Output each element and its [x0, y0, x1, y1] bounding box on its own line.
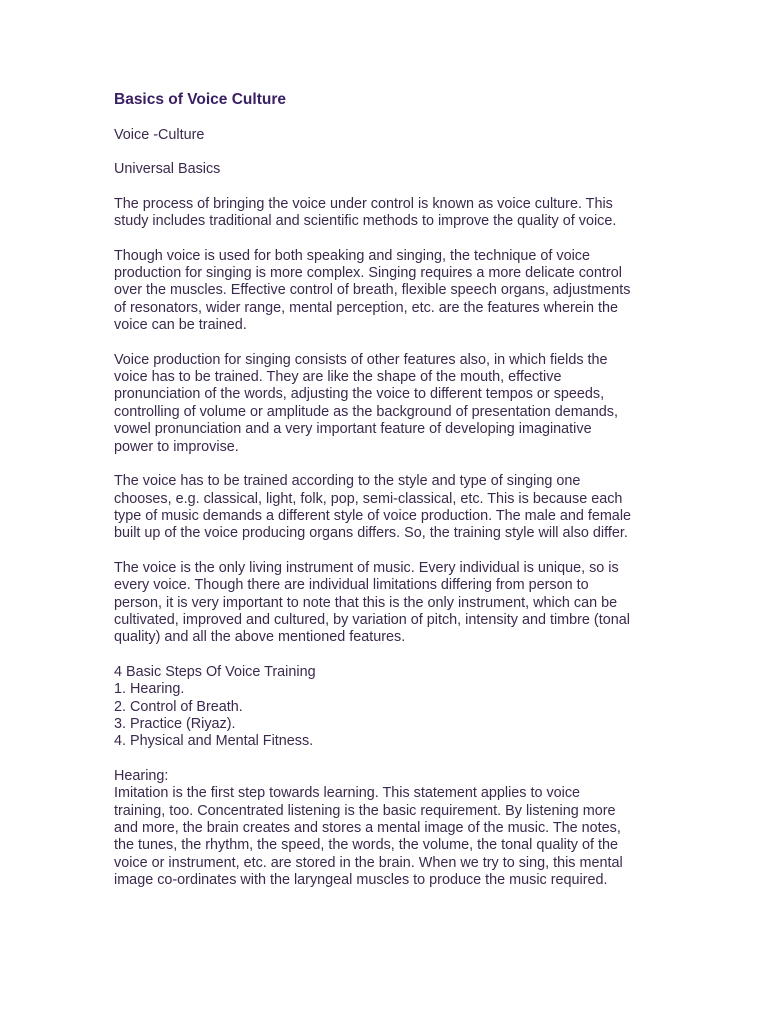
steps-list: [114, 664, 674, 751]
hearing-section: [114, 768, 674, 890]
document-title: Basics of Voice Culture: [114, 91, 286, 108]
list-item: 3. Practice (Riyaz).: [114, 715, 236, 732]
paragraph: The voice has to be trained according to the style and type of singing one chooses, e.g. classical, light, folk, pop, semi-classical, etc. This is because each type of music demands a different style of voice production. The male and female built up of the voice producing organs differs. So, the training style will also differ.: [114, 473, 632, 542]
list-item: 4. Physical and Mental Fitness.: [114, 733, 314, 750]
hearing-heading: Hearing:: [114, 767, 169, 784]
hearing-paragraph: Imitation is the first step towards learning. This statement applies to voice training, too. Concentrated listening is the basic requirement. By listening more and more, the brain creates and stores a mental image of the music. The notes, the tunes, the rhythm, the speed, the words, the volume, the tonal quality of the voice or instrument, etc. are stored in the brain. When we try to sing, this mental image co-ordinates with the laryngeal muscles to produce the music required.: [114, 785, 623, 889]
document-content: [114, 90, 674, 907]
paragraph: Voice production for singing consists of other features also, in which fields the voice has to be trained. They are like the shape of the mouth, effective pronunciation of the words, adjusting the voice to different tempos or speeds, controlling of volume or amplitude as the background of presentation demands, vowel pronunciation and a very important feature of developing imaginative power to improvise.: [114, 351, 618, 455]
list-item: 2. Control of Breath.: [114, 698, 243, 715]
list-item: 1. Hearing.: [114, 681, 185, 698]
section-heading: Universal Basics: [114, 161, 221, 178]
paragraph: The voice is the only living instrument of music. Every individual is unique, so is every voice. Though there are individual limitations differing from person to person, it is very important to note that this is the only instrument, which can be cultivated, improved and cultured, by variation of pitch, intensity and timbre (tonal quality) and all the above mentioned features.: [114, 559, 630, 646]
paragraph: Though voice is used for both speaking and singing, the technique of voice production for singing is more complex. Singing requires a more delicate control over the muscles. Effective control of breath, flexible speech organs, adjustments of resonators, wider range, mental perception, etc. are the features wherein the voice can be trained.: [114, 247, 631, 334]
paragraph: The process of bringing the voice under control is known as voice culture. This study includes traditional and scientific methods to improve the quality of voice.: [114, 195, 617, 230]
steps-heading: 4 Basic Steps Of Voice Training: [114, 663, 316, 680]
document-subtitle: Voice -Culture: [114, 127, 205, 143]
